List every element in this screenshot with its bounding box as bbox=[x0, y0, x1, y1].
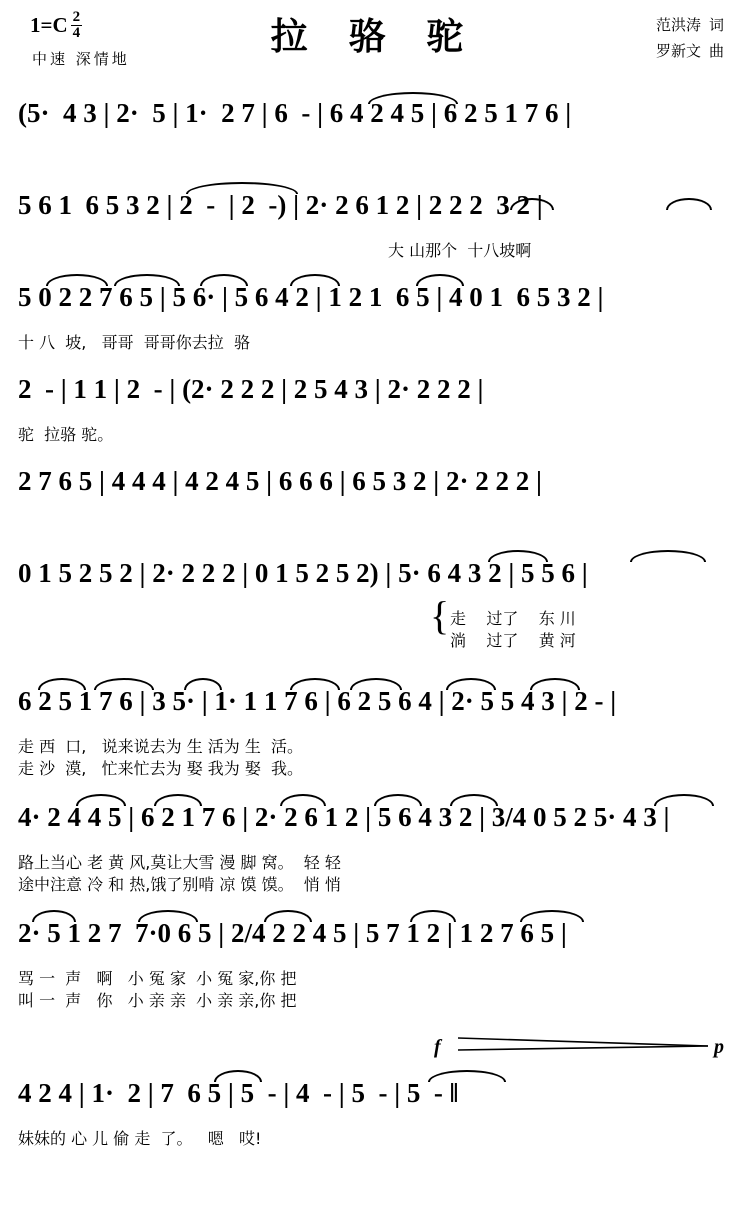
tempo-marking: 中速 深情地 bbox=[32, 50, 130, 68]
notation-line: 6 2 5 1 7 6 | 3 5· | 1· 1 1 7 6 | 6 2 5 6 4 | 2· 5 5 4 3 | 2 - | bbox=[18, 686, 617, 716]
dynamics-row bbox=[18, 1032, 730, 1072]
lyrics-line-1: 路上当心 老 黄 风,莫让大雪 漫 脚 窝。 轻 轻 bbox=[18, 853, 341, 872]
lyrics-line-1: 驼 拉骆 驼。 bbox=[18, 425, 114, 444]
lyrics-line-1 bbox=[18, 514, 730, 540]
notation-line: 2· 5 1 2 7 7·0 6 5 | 2/4 2 2 4 5 | 5 7 1 2 | 1 2 7 6 5 | bbox=[18, 918, 567, 948]
lyrics-line-2: 途中注意 冷 和 热,饿了别啃 凉 馍 馍。 悄 悄 bbox=[18, 875, 341, 894]
staff-row bbox=[18, 276, 730, 368]
lyrics-line-2: 叫 一 声 你 小 亲 亲 小 亲 亲,你 把 bbox=[18, 991, 297, 1010]
key-label: 1= bbox=[30, 13, 53, 37]
staff-row bbox=[18, 796, 730, 912]
key-note: C bbox=[52, 13, 68, 37]
lyrics-line-1: 十 八 坡, 哥哥 哥哥你去拉 骆 bbox=[18, 333, 250, 352]
dynamic-piano: p bbox=[714, 1036, 724, 1058]
staff-row bbox=[18, 92, 730, 184]
repeat-brace: { bbox=[430, 593, 450, 638]
composer-name: 罗新文 bbox=[655, 42, 701, 60]
lyricist-line bbox=[656, 12, 724, 38]
page-title: 拉 骆 驼 bbox=[270, 15, 478, 58]
composer-line bbox=[656, 38, 724, 64]
staff-row bbox=[18, 184, 730, 276]
notation-line: 0 1 5 2 5 2 | 2· 2 2 2 | 0 1 5 2 5 2) | 5· 6 4 3 2 | 5 5 6 | bbox=[18, 558, 588, 588]
notation-line: 5 6 1 6 5 3 2 | 2 - | 2 -) | 2· 2 6 1 2 | 2 2 2 3 2 | bbox=[18, 190, 543, 220]
staff-row bbox=[18, 1072, 730, 1164]
staff-row bbox=[18, 368, 730, 460]
score-header bbox=[0, 0, 748, 92]
time-signature-denominator: 4 bbox=[72, 25, 81, 41]
lyricist-name: 范洪涛 bbox=[655, 16, 701, 34]
time-signature-numerator: 2 bbox=[72, 9, 81, 25]
dynamic-forte: f bbox=[434, 1036, 441, 1058]
staff-row bbox=[18, 912, 730, 1032]
notation-line: 5 0 2 2 7 6 5 | 5 6· | 5 6 4 2 | 1 2 1 6 5 | 4 0 1 6 5 3 2 | bbox=[18, 282, 604, 312]
lyrics-line-1: 骂 一 声 啊 小 冤 家 小 冤 家,你 把 bbox=[18, 969, 297, 988]
lyricist-role: 词 bbox=[708, 16, 724, 34]
diminuendo-hairpin bbox=[458, 1034, 708, 1048]
lyrics-line-1: 走 过了 东 川 bbox=[450, 609, 576, 628]
notation-line: 4 2 4 | 1· 2 | 7 6 5 | 5 - | 4 - | 5 - | 5 - ‖ bbox=[18, 1078, 459, 1108]
notation-line: 2 7 6 5 | 4 4 4 | 4 2 4 5 | 6 6 6 | 6 5 3 2 | 2· 2 2 2 | bbox=[18, 466, 542, 496]
lyrics-line-2: 淌 过了 黄 河 bbox=[450, 631, 576, 650]
notation-line: (5· 4 3 | 2· 5 | 1· 2 7 | 6 - | 6 4 2 4 5 | 6 2 5 1 7 6 | bbox=[18, 98, 572, 128]
staff-row bbox=[18, 552, 730, 680]
lyrics-line-1: 走 西 口, 说来说去为 生 活为 生 活。 bbox=[18, 737, 304, 756]
lyrics-line-2: 走 沙 漠, 忙来忙去为 娶 我为 娶 我。 bbox=[18, 759, 304, 778]
notation-line: 4· 2 4 4 5 | 6 2 1 7 6 | 2· 2 6 1 2 | 5 6 4 3 2 | 3/4 0 5 2 5· 4 3 | bbox=[18, 802, 670, 832]
lyrics-line-1: 大 山那个 十八坡啊 bbox=[388, 241, 532, 260]
staff-row bbox=[18, 460, 730, 552]
composer-role: 曲 bbox=[708, 42, 724, 60]
notation-line: 2 - | 1 1 | 2 - | (2· 2 2 2 | 2 5 4 3 | 2· 2 2 2 | bbox=[18, 374, 484, 404]
staff-row bbox=[18, 680, 730, 796]
credits bbox=[656, 12, 724, 64]
lyrics-line-1 bbox=[18, 146, 730, 172]
lyrics-line-1: 妹妹的 心 儿 偷 走 了。 嗯 哎! bbox=[18, 1129, 262, 1148]
